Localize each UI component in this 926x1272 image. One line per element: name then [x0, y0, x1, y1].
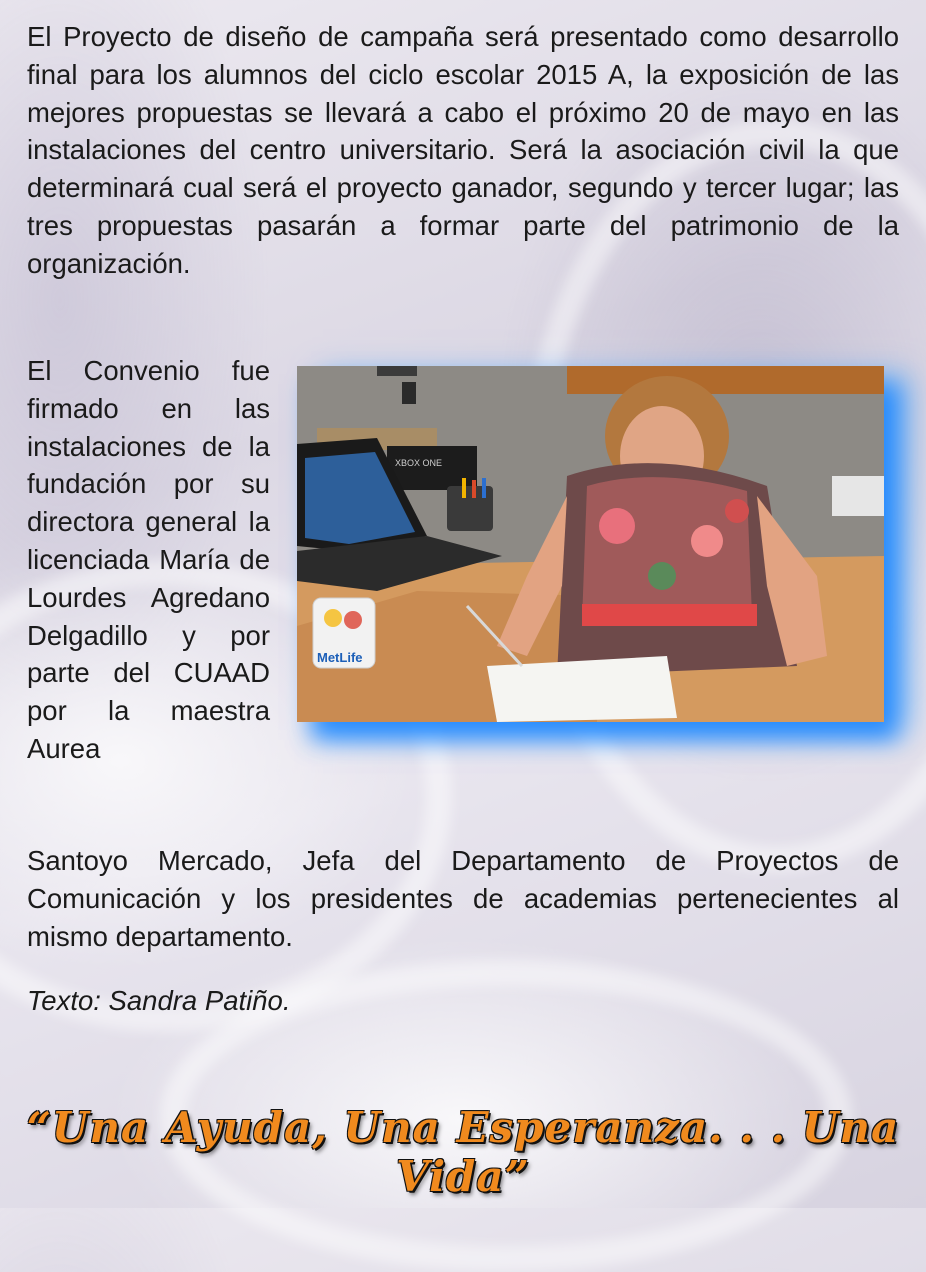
intro-paragraph: El Proyecto de diseño de campaña será presentado como desarrollo final para los alumnos del ciclo escolar 2015 A, la exposición de las mejores propuestas se llevará a cabo el próximo 20 de mayo en las instalaciones del centro universitario. Será la asociación civil la que determinará cual será el proyecto ganador, segundo y tercer lugar; las tres propuestas pasarán a formar parte del patrimonio de la organización.: [27, 21, 899, 279]
xbox-box-label: XBOX ONE: [395, 458, 443, 468]
signing-photo: [297, 366, 884, 722]
slogan: “Una Ayuda, Una Esperanza. . . Una Vida”: [26, 1103, 900, 1201]
agreement-paragraph-side: El Convenio fue firmado en las instalaciones de la fundación por su directora general la licenciada María de Lourdes Agredano Delgadillo y por parte del CUAAD por la maestra Aurea: [27, 355, 270, 764]
agreement-paragraph-rest: Santoyo Mercado, Jefa del Departamento de Proyectos de Comunicación y los presidentes de academias pertenecientes al mismo departamento.: [27, 845, 899, 952]
mug-label: MetLife: [317, 650, 363, 665]
photo-frame: [297, 366, 884, 722]
text-credit: Texto: Sandra Patiño.: [27, 985, 291, 1016]
photo-illustration: [297, 366, 884, 722]
